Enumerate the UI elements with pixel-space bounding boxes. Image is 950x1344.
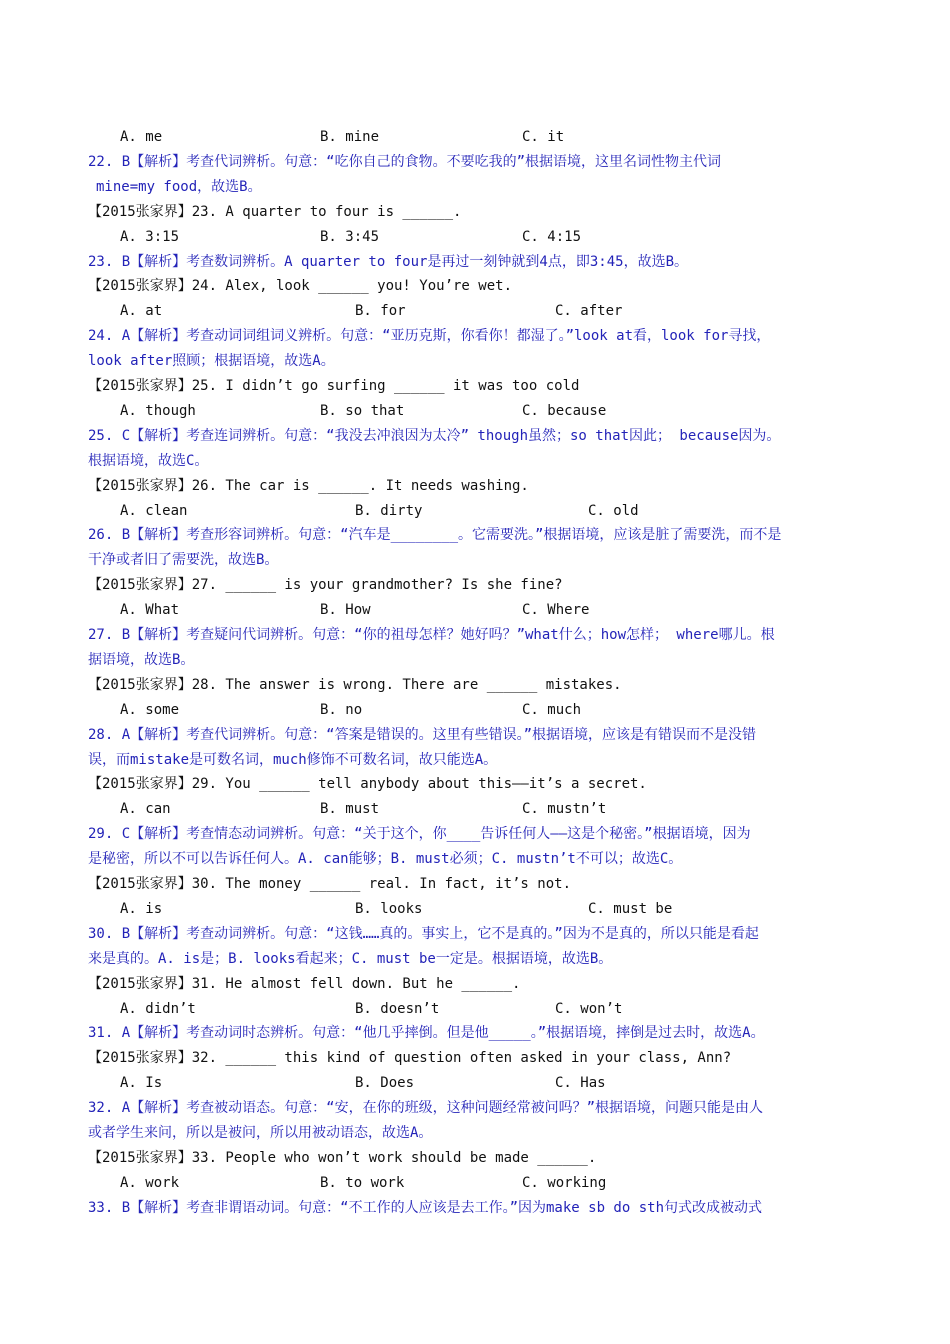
explanation-line: 32. A【解析】考查被动语态。句意：“安，在你的班级，这种问题经常被问吗？”根据语境，问题只能是由人	[88, 1100, 763, 1116]
answer-option: A. didn’t	[120, 1001, 196, 1017]
explanation-line: 或者学生来问，所以是被问，所以用被动语态，故选A。	[88, 1125, 433, 1141]
answer-option: B. dirty	[355, 503, 423, 519]
answer-option: B. looks	[355, 901, 423, 917]
explanation-line: 28. A【解析】考查代词辨析。句意：“答案是错误的。这里有些错误。”根据语境，应该是有错误而不是没错	[88, 727, 756, 743]
answer-option: C. must be	[588, 901, 673, 917]
explanation-line: 31. A【解析】考查动词时态辨析。句意：“他几乎摔倒。但是他_____。”根据语境，摔倒是过去时，故选A。	[88, 1025, 765, 1041]
answer-option: B. Does	[355, 1075, 415, 1091]
answer-option: C. Where	[522, 602, 590, 618]
answer-option: C. mustn’t	[522, 801, 607, 817]
answer-option: A. What	[120, 602, 180, 618]
answer-option: A. at	[120, 303, 163, 319]
answer-option: C. after	[555, 303, 623, 319]
question-line: 【2015张家界】24. Alex, look ______ you! You’re wet.	[88, 278, 513, 294]
explanation-line: 25. C【解析】考查连词辨析。句意：“我没去冲浪因为太冷” though虽然；so that因此； because因为。	[88, 428, 781, 444]
explanation-line: 27. B【解析】考查疑问代词辨析。句意：“你的祖母怎样？她好吗？”what什么；how怎样； where哪儿。根	[88, 627, 775, 643]
question-line: 【2015张家界】25. I didn’t go surfing ______ it was too cold	[88, 378, 580, 394]
answer-option: C. much	[522, 702, 582, 718]
answer-option: C. won’t	[555, 1001, 623, 1017]
answer-option: A. Is	[120, 1075, 163, 1091]
explanation-line: look after照顾；根据语境，故选A。	[88, 353, 335, 369]
explanation-line: 30. B【解析】考查动词辨析。句意：“这钱……真的。事实上，它不是真的。”因为不是真的，所以只能是看起	[88, 926, 759, 942]
answer-option: B. 3:45	[320, 229, 380, 245]
answer-option: B. must	[320, 801, 380, 817]
question-line: 【2015张家界】26. The car is ______. It needs washing.	[88, 478, 529, 494]
answer-option: C. working	[522, 1175, 607, 1191]
answer-option: B. for	[355, 303, 406, 319]
answer-option: A. is	[120, 901, 163, 917]
explanation-line: 据语境，故选B。	[88, 652, 195, 668]
explanation-line: 29. C【解析】考查情态动词辨析。句意：“关于这个，你____告诉任何人——这是个秘密。”根据语境，因为	[88, 826, 751, 842]
question-line: 【2015张家界】28. The answer is wrong. There are ______ mistakes.	[88, 677, 622, 693]
explanation-line: 33. B【解析】考查非谓语动词。句意：“不工作的人应该是去工作。”因为make sb do sth句式改成被动式	[88, 1200, 763, 1216]
answer-option: C. because	[522, 403, 607, 419]
answer-option: A. me	[120, 129, 163, 145]
answer-option: A. can	[120, 801, 171, 817]
answer-option: B. to work	[320, 1175, 405, 1191]
explanation-line: 来是真的。A. is是；B. looks看起来；C. must be一定是。根据语境，故选B。	[88, 951, 613, 967]
question-line: 【2015张家界】30. The money ______ real. In fact, it’s not.	[88, 876, 572, 892]
question-line: 【2015张家界】32. ______ this kind of question often asked in your class, Ann?	[88, 1050, 732, 1066]
explanation-line: 26. B【解析】考查形容词辨析。句意：“汽车是________。它需要洗。”根据语境，应该是脏了需要洗，而不是	[88, 527, 782, 543]
answer-option: A. though	[120, 403, 196, 419]
explanation-line: 是秘密，所以不可以告诉任何人。A. can能够；B. must必须；C. mustn’t不可以；故选C。	[88, 851, 683, 867]
explanation-line: 误，而mistake是可数名词，much修饰不可数名词，故只能选A。	[88, 752, 498, 768]
answer-option: C. it	[522, 129, 565, 145]
answer-option: A. work	[120, 1175, 180, 1191]
question-line: 【2015张家界】33. People who won’t work should be made ______.	[88, 1150, 597, 1166]
question-line: 【2015张家界】31. He almost fell down. But he ______.	[88, 976, 521, 992]
answer-option: B. doesn’t	[355, 1001, 440, 1017]
answer-option: C. Has	[555, 1075, 606, 1091]
answer-option: B. mine	[320, 129, 380, 145]
answer-option: C. 4:15	[522, 229, 582, 245]
question-line: 【2015张家界】29. You ______ tell anybody about this——it’s a secret.	[88, 776, 647, 792]
explanation-line: 根据语境，故选C。	[88, 453, 209, 469]
explanation-line: 22. B【解析】考查代词辨析。句意：“吃你自己的食物。不要吃我的”根据语境，这里名词性物主代词	[88, 154, 721, 170]
question-line: 【2015张家界】27. ______ is your grandmother? Is she fine?	[88, 577, 563, 593]
answer-option: B. so that	[320, 403, 405, 419]
explanation-line: mine=my food，故选B。	[96, 179, 262, 195]
answer-option: A. some	[120, 702, 180, 718]
explanation-line: 24. A【解析】考查动词词组词义辨析。句意：“亚历克斯，你看你！都湿了。”look at看，look for寻找，	[88, 328, 771, 344]
explanation-line: 干净或者旧了需要洗，故选B。	[88, 552, 279, 568]
explanation-line: 23. B【解析】考查数词辨析。A quarter to four是再过一刻钟就到4点，即3:45，故选B。	[88, 254, 689, 270]
answer-option: C. old	[588, 503, 639, 519]
question-line: 【2015张家界】23. A quarter to four is ______.	[88, 204, 462, 220]
answer-option: B. How	[320, 602, 371, 618]
answer-option: A. 3:15	[120, 229, 180, 245]
answer-option: B. no	[320, 702, 363, 718]
answer-option: A. clean	[120, 503, 188, 519]
